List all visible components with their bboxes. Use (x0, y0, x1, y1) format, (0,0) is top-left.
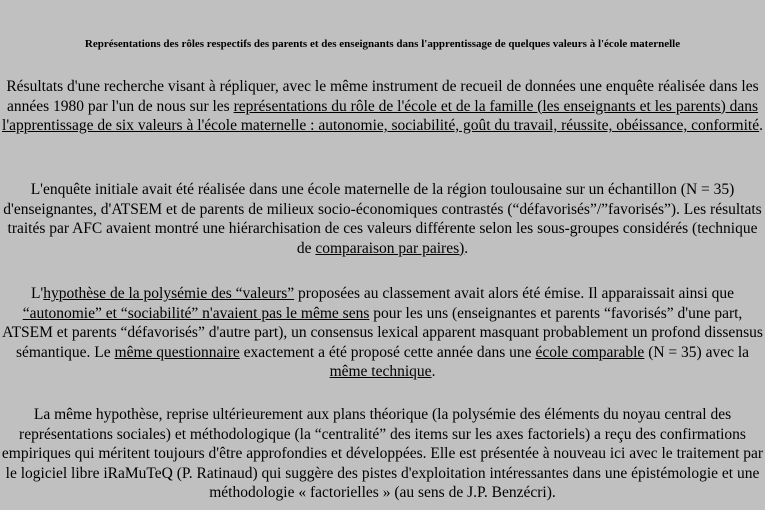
text-segment: L'enquête initiale avait été réalisée dans une école maternelle de la région toulousaine sur un échantillon (N = 35) d'enseignantes, d'ATSEM et de parents de milieux socio-économiques contrastés (“défavorisés”/”favorisés”). Les résultats traités par AFC avaient montré une hiérarchisation de ces valeurs différente selon les sous-groupes considérés (technique de (3, 181, 762, 257)
underlined-phrase: même questionnaire (114, 343, 240, 361)
text-segment: L' (30, 285, 44, 302)
text-segment: pour les uns (enseignantes et parents “favorisés” d'une part, ATSEM et parents “défavorisés” d'autre part), un consensus lexical apparent masquant probablement un profond dissensus sémantique. Le (2, 304, 763, 361)
paragraph-results (0, 77, 765, 136)
underlined-phrase: même technique (329, 363, 432, 380)
text-segment: . (464, 239, 469, 257)
text-segment: . (759, 117, 763, 134)
underlined-phrase: école comparable (535, 343, 645, 361)
underlined-phrase: “autonomie” et “sociabilité” n'avaient pas le même sens (22, 304, 370, 322)
underlined-phrase: comparaison par paires) (315, 239, 465, 257)
underlined-phrase: hypothèse de la polysémie des “valeurs” (43, 285, 295, 302)
page-title: Représentations des rôles respectifs des parents et des enseignants dans l'apprentissage de quelques valeurs à l'école maternelle (84, 38, 681, 50)
underlined-phrase: représentations du rôle de l'école et de la famille (les enseignants et les parents) dans l'apprentissage de six valeurs à l'école maternelle : autonomie, sociabilité, goût du travail, réussite, obéissance, conformité (2, 97, 760, 134)
paragraph-initial-survey (0, 180, 765, 258)
text-segment: exactement a été proposé cette année dans une (239, 343, 536, 361)
paragraph-hypothesis (0, 284, 765, 382)
text-segment: . (431, 363, 436, 380)
paragraph-replication (0, 405, 765, 503)
text-segment: proposées au classement avait alors été émise. Il apparaissait ainsi que (294, 285, 735, 302)
text-segment: La même hypothèse, reprise ultérieurement aux plans théorique (la polysémie des éléments du noyau central des représentations sociales) et méthodologique (la “centralité” des items sur les axes factoriels) a reçu des confirmations empiriques qui méritent toujours d'être approfondies et développées. Elle est présentée à nouveau ici avec le traitement par le logiciel libre iRaMuTeQ (P. Ratinaud) qui suggère des pistes d'exploitation intéressantes dans une épistémologie et une méthodologie « factorielles » (au sens de J.P. Benzécri). (1, 406, 764, 501)
text-segment: Résultats d'une recherche visant à répliquer, avec le même instrument de recueil de données une enquête réalisée dans les années 1980 par l'un de nous sur les (6, 78, 759, 115)
text-segment: (N = 35) avec la (644, 343, 750, 361)
